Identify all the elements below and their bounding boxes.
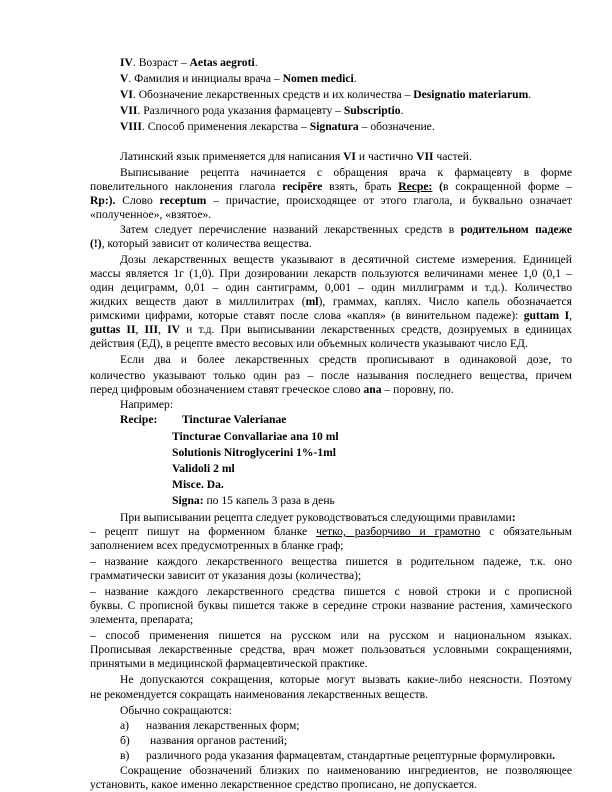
paragraph-latin-usage: Латинский язык применяется для написания VI и частично VII частей.: [120, 150, 472, 163]
recipe-signa: Signa: по 15 капель 3 раза в день: [172, 494, 335, 507]
roman-numeral: VII: [120, 104, 138, 117]
list-item: VIII. Способ применения лекарства – Signatura – обозначение.: [120, 120, 435, 133]
recipe-ingredient: Tincturae Convallariae ana 10 ml: [172, 430, 339, 443]
paragraph-line: повелительного наклонения глагола recipĕre взять, брать Recpe: (в сокращенной форме –: [90, 180, 572, 193]
list-item: б): [120, 734, 130, 747]
list-item: VII. Различного рода указания фармацевту – Subscriptio.: [120, 104, 404, 117]
paragraph-line: заполнением всех предусмотренных в бланке граф;: [90, 539, 344, 552]
list-item-text: названия лекарственных форм;: [146, 719, 300, 732]
recipe-ingredient: Validoli 2 ml: [172, 462, 235, 475]
paragraph-line: Прописывая лекарственные средства, врач может пользоваться условными сокращениями,: [90, 643, 572, 656]
paragraph-line: элемента, препарата;: [90, 613, 194, 626]
paragraph-line: – название каждого лекарственного средства пишется с новой строки и с прописной: [90, 585, 572, 598]
paragraph-line: При выписывании рецепта следует руководствоваться следующими правилами:: [120, 511, 516, 524]
list-item: IV. Возраст – Aetas aegroti.: [120, 56, 258, 69]
list-item: а): [120, 719, 130, 732]
paragraph-line: – способ применения пишется на русском или на русском и национальном языках.: [90, 629, 572, 642]
paragraph-line: Не допускаются сокращения, которые могут вызвать какие-либо неясности. Поэтому: [120, 673, 572, 686]
paragraph-line: один дециграмм, 0,01 – один сантиграмм, 0,001 – один миллиграмм и т.д.). Количество: [90, 281, 572, 294]
paragraph-line: жидких веществ дают в миллилитрах (ml), граммах, каплях. Число капель обозначается: [90, 295, 572, 308]
paragraph-line: установить, какое именно лекарственное средство прописано, не допускается.: [90, 778, 478, 791]
paragraph-line: римскими цифрами, которые ставят после слова «капля» (в винительном падеже): guttam I,: [90, 309, 572, 322]
list-item: в): [120, 749, 130, 762]
paragraph-line: количество указывают только один раз – после называния последнего вещества, причем: [90, 369, 572, 382]
roman-numeral: IV: [120, 56, 133, 69]
latin-term: Aetas aegroti: [189, 56, 255, 69]
paragraph-line: перед цифровым обозначением ставят греческое слово ana – поровну, по.: [90, 383, 454, 396]
example-intro: Например:: [120, 398, 174, 411]
paragraph-line: «полученное», «взятое».: [90, 208, 212, 221]
paragraph-line: guttas II, III, IV и т.д. При выписывании лекарственных средств, дозируемых в единицах: [90, 323, 573, 336]
paragraph-line: Rp:). Слово receptum – причастие, происходящее от этого глагола, и буквально означает: [90, 194, 572, 207]
paragraph-line: Сокращение обозначений близких по наименованию ингредиентов, не позволяющее: [120, 764, 572, 777]
paragraph-line: – название каждого лекарственного вещества пишется в родительном падеже, т.к. оно: [90, 555, 572, 568]
latin-term: Nomen medici: [282, 72, 354, 85]
recipe-label: Recipe:: [120, 413, 158, 426]
recipe-abbreviation: Recpe:: [398, 180, 433, 193]
paragraph-line: действия (ЕД), в рецепте вместо весовых или объемных количеств указывают число ЕД.: [90, 337, 528, 350]
paragraph-line: Затем следует перечисление названий лекарственных средств в родительном падеже: [120, 223, 572, 236]
paragraph-line: Если два и более лекарственных средств прописывают в одинаковой дозе, то: [120, 353, 572, 366]
recipe-instruction: Misce. Da.: [172, 478, 224, 491]
list-item-text: различного рода указания фармацевтам, стандартные рецептурные формулировки.: [146, 749, 556, 762]
paragraph-line: Выписывание рецепта начинается с обращения врача к фармацевту в форме: [120, 166, 572, 179]
paragraph-line: грамматически зависит от указания дозы (количества);: [90, 569, 362, 582]
list-item-text: названия органов растений;: [150, 734, 288, 747]
paragraph-line: (!), который зависит от количества вещества.: [90, 237, 312, 250]
latin-term: Subscriptio: [343, 104, 401, 117]
abbreviations-intro: Обычно сокращаются:: [120, 704, 232, 717]
paragraph-line: массы является 1г (1,0). При дозировании лекарств пользуются величинами менее 1,0 (0,1 –: [90, 267, 572, 280]
roman-numeral: V: [120, 72, 129, 85]
latin-term: Signatura: [309, 120, 359, 133]
recipe-ingredient: Solutionis Nitroglycerini 1%-1ml: [172, 446, 337, 459]
latin-term: Designatio materiarum: [413, 88, 529, 101]
list-item: VI. Обозначение лекарственных средств и их количества – Designatio materiarum.: [120, 88, 532, 101]
recipe-ingredient: Tincturae Valerianae: [182, 413, 287, 426]
paragraph-line: буквы. С прописной буквы пишется также в середине строки название растения, хамического: [90, 599, 572, 612]
paragraph-line: – рецепт пишут на форменном бланке четко, разборчиво и грамотно с обязательным: [90, 525, 572, 538]
roman-numeral: VIII: [120, 120, 142, 133]
paragraph-line: не рекомендуется сокращать наименования лекарственных веществ.: [90, 688, 428, 701]
paragraph-line: Дозы лекарственных веществ указывают в десятичной системе измерения. Единицей: [120, 253, 572, 266]
list-item: V. Фамилия и инициалы врача – Nomen medici.: [120, 72, 357, 85]
paragraph-line: принятыми в медицинской фармацевтической практике.: [90, 657, 368, 670]
roman-numeral: VI: [120, 88, 133, 101]
